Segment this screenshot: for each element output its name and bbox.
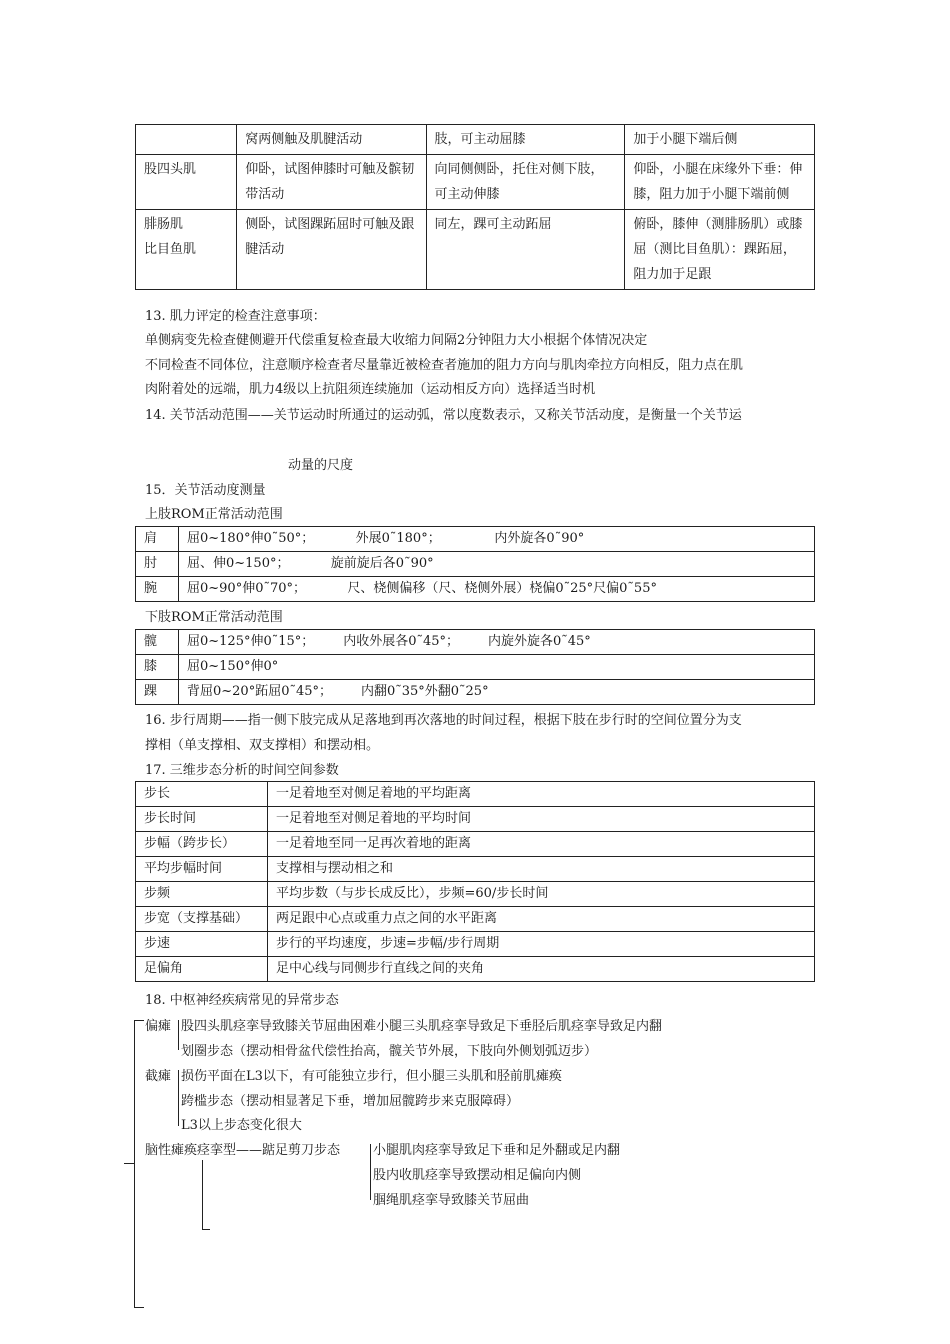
upper-rom-title: 上肢ROM正常活动范围 — [145, 507, 283, 522]
s15-heading: 15．关节活动度测量 — [145, 483, 266, 498]
cerebral-palsy-brace — [370, 1144, 371, 1200]
muscle-table-cell: 俯卧，膝伸（测腓肠肌）或膝屈（测比目鱼肌）：踝跖屈，阻力加于足跟 — [625, 210, 815, 290]
gait-param-row — [136, 857, 815, 882]
muscle-table-cell: 同左，踝可主动跖屈 — [426, 210, 625, 290]
outer-brace-bottom — [134, 1307, 144, 1308]
muscle-table-row — [136, 155, 815, 210]
s13-heading: 13. 肌力评定的检查注意事项： — [145, 309, 326, 324]
gait-param-row-cell: 步频 — [136, 882, 268, 907]
gait-param-row — [136, 932, 815, 957]
cerebral-palsy-item-2: 股内收肌痉挛导致摆动相足偏向内侧 — [373, 1168, 582, 1183]
paraplegia-brace — [178, 1070, 179, 1126]
gait-param-row-cell: 支撑相与摆动相之和 — [268, 857, 815, 882]
upper-rom-row-cell: 肩 — [136, 527, 179, 552]
gait-param-row — [136, 782, 815, 807]
muscle-table-cell: 向同侧侧卧，托住对侧下肢，可主动伸膝 — [426, 155, 625, 210]
gait-param-row-cell: 足中心线与同侧步行直线之间的夹角 — [268, 957, 815, 982]
muscle-table-cell: 侧卧，试图踝跖屈时可触及跟腱活动 — [237, 210, 426, 290]
s16-line2: 撑相（单支撑相、双支撑相）和摆动相。 — [145, 738, 380, 753]
lower-rom-row-cell: 膝 — [136, 655, 179, 680]
muscle-table-cell: 肢，可主动屈膝 — [426, 125, 625, 155]
s17-heading: 17. 三维步态分析的时间空间参数 — [145, 763, 339, 778]
gait-param-row-cell: 步幅（跨步长） — [136, 832, 268, 857]
gait-param-row — [136, 832, 815, 857]
gait-param-row-cell: 两足跟中心点或重力点之间的水平距离 — [268, 907, 815, 932]
lower-rom-row-cell: 髋 — [136, 630, 179, 655]
gait-param-row-cell: 平均步数（与步长成反比），步频=60/步长时间 — [268, 882, 815, 907]
paraplegia-item-1: 损伤平面在L3以下，有可能独立步行，但小腿三头肌和胫前肌瘫痪 — [181, 1069, 562, 1084]
paraplegia-label: 截瘫 — [145, 1069, 172, 1084]
upper-rom-row-cell: 屈、伸0~150°； 旋前旋后各0˜90° — [179, 552, 815, 577]
muscle-table-cell: 窝两侧触及肌腱活动 — [237, 125, 426, 155]
muscle-test-table — [135, 124, 815, 290]
gait-param-row-cell: 步宽（支撑基础） — [136, 907, 268, 932]
muscle-table-row — [136, 210, 815, 290]
upper-rom-row — [136, 577, 815, 602]
upper-rom-table — [135, 526, 815, 602]
muscle-table-cell: 腓肠肌 比目鱼肌 — [136, 210, 237, 290]
gait-param-row — [136, 807, 815, 832]
upper-rom-row-cell: 肘 — [136, 552, 179, 577]
s14-line1: 14. 关节活动范围——关节运动时所通过的运动弧，常以度数表示，又称关节活动度，是衡量一个关节运 — [145, 408, 742, 423]
gait-parameters-table — [135, 781, 815, 982]
paraplegia-item-3: L3以上步态变化很大 — [181, 1118, 302, 1133]
lower-rom-row-cell: 踝 — [136, 680, 179, 705]
upper-rom-row — [136, 552, 815, 577]
cerebral-palsy-inner-brace — [202, 1160, 203, 1230]
lower-rom-row-cell: 背屈0~20°跖屈0˜45°； 内翻0˜35°外翻0˜25° — [179, 680, 815, 705]
outer-brace-top — [134, 1020, 144, 1021]
gait-param-row-cell: 足偏角 — [136, 957, 268, 982]
muscle-table-cell: 仰卧，试图伸膝时可触及髌韧带活动 — [237, 155, 426, 210]
gait-param-row-cell: 一足着地至对侧足着地的平均时间 — [268, 807, 815, 832]
s13-line1: 单侧病变先检查健侧避开代偿重复检查最大收缩力间隔2分钟阻力大小根据个体情况决定 — [145, 333, 648, 348]
gait-param-row-cell: 步长 — [136, 782, 268, 807]
upper-rom-row-cell: 屈0~180°伸0˜50°； 外展0˜180°； 内外旋各0˜90° — [179, 527, 815, 552]
muscle-table-cell: 股四头肌 — [136, 155, 237, 210]
gait-param-row — [136, 957, 815, 982]
muscle-table-cell: 加于小腿下端后侧 — [625, 125, 815, 155]
muscle-table-cell: 仰卧，小腿在床缘外下垂：伸膝，阻力加于小腿下端前侧 — [625, 155, 815, 210]
gait-param-row-cell: 步长时间 — [136, 807, 268, 832]
hemiplegia-item-1: 股四头肌痉挛导致膝关节屈曲困难小腿三头肌痉挛导致足下垂胫后肌痉挛导致足内翻 — [181, 1019, 663, 1034]
outer-brace — [134, 1020, 135, 1308]
gait-param-row-cell: 一足着地至对侧足着地的平均距离 — [268, 782, 815, 807]
s18-heading: 18. 中枢神经疾病常见的异常步态 — [145, 993, 339, 1008]
upper-rom-row-cell: 腕 — [136, 577, 179, 602]
s13-line2: 不同检查不同体位，注意顺序检查者尽量靠近被检查者施加的阻力方向与肌肉牵拉方向相反，阻力点在肌 — [145, 358, 744, 373]
muscle-table-row — [136, 125, 815, 155]
lower-rom-title: 下肢ROM正常活动范围 — [145, 610, 283, 625]
lower-rom-row — [136, 655, 815, 680]
gait-param-row — [136, 882, 815, 907]
lower-rom-row-cell: 屈0~125°伸0˜15°； 内收外展各0˜45°； 内旋外旋各0˜45° — [179, 630, 815, 655]
cerebral-palsy-item-1: 小腿肌肉痉挛导致足下垂和足外翻或足内翻 — [373, 1143, 621, 1158]
s13-line3: 肉附着处的远端，肌力4级以上抗阻须连续施加（运动相反方向）选择适当时机 — [145, 382, 596, 397]
paraplegia-item-2: 跨槛步态（摆动相显著足下垂，增加屈髋跨步来克服障碍） — [181, 1094, 520, 1109]
outer-brace-tip — [124, 1163, 134, 1164]
gait-param-row-cell: 一足着地至同一足再次着地的距离 — [268, 832, 815, 857]
gait-param-row-cell: 步行的平均速度，步速=步幅/步行周期 — [268, 932, 815, 957]
hemiplegia-brace — [178, 1020, 179, 1050]
upper-rom-row — [136, 527, 815, 552]
upper-rom-row-cell: 屈0~90°伸0˜70°； 尺、桡侧偏移（尺、桡侧外展）桡偏0˜25°尺偏0˜55° — [179, 577, 815, 602]
lower-rom-row — [136, 630, 815, 655]
gait-param-row-cell: 平均步幅时间 — [136, 857, 268, 882]
lower-rom-row — [136, 680, 815, 705]
s16-line1: 16. 步行周期——指一侧下肢完成从足落地到再次落地的时间过程，根据下肢在步行时的空间位置分为支 — [145, 713, 742, 728]
cerebral-palsy-label: 脑性瘫痪痉挛型——踮足剪刀步态 — [145, 1143, 341, 1158]
hemiplegia-label: 偏瘫 — [145, 1019, 172, 1034]
hemiplegia-item-2: 划圈步态（摆动相骨盆代偿性抬高，髋关节外展，下肢向外侧划弧迈步） — [181, 1044, 598, 1059]
gait-param-row-cell: 步速 — [136, 932, 268, 957]
cerebral-palsy-inner-brace-bottom — [202, 1229, 210, 1230]
cerebral-palsy-item-3: 腘绳肌痉挛导致膝关节屈曲 — [373, 1193, 530, 1208]
gait-param-row — [136, 907, 815, 932]
s14-line2: 动量的尺度 — [288, 458, 354, 473]
lower-rom-row-cell: 屈0~150°伸0° — [179, 655, 815, 680]
muscle-table-cell — [136, 125, 237, 155]
lower-rom-table — [135, 629, 815, 705]
